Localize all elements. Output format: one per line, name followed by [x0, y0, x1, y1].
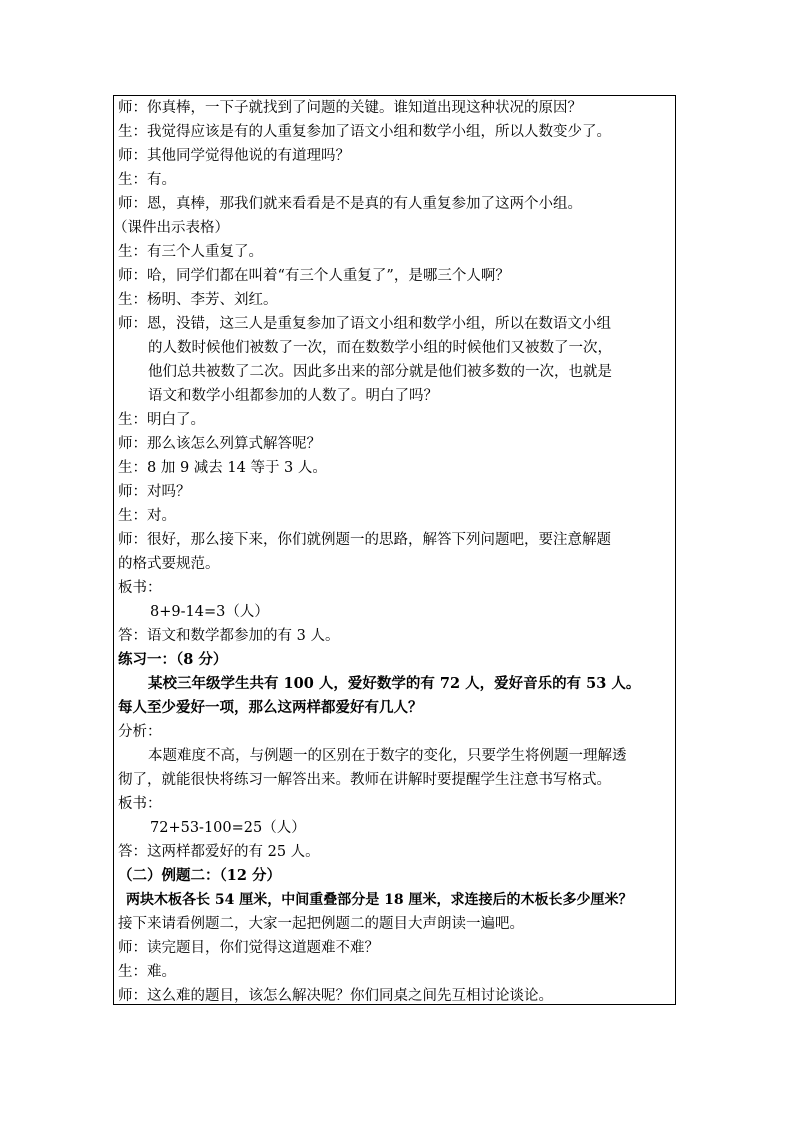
dialogue-line: 接下来请看例题二，大家一起把例题二的题目大声朗读一遍吧。: [118, 916, 524, 932]
example-heading: （二）例题二：（12 分）: [118, 867, 281, 884]
dialogue-line: 师：读完题目，你们觉得这道题难不难？: [118, 940, 379, 956]
answer-line: 答：语文和数学都参加的有 3 人。: [118, 628, 340, 644]
analysis-text: 彻了，就能很快将练习一解答出来。教师在讲解时要提醒学生注意书写格式。: [118, 772, 611, 788]
dialogue-line: 师：你真棒，一下子就找到了问题的关键。谁知道出现这种状况的原因？: [118, 100, 582, 116]
example-question: 两块木板各长 54 厘米，中间重叠部分是 18 厘米，求连接后的木板长多少厘米？: [126, 892, 633, 908]
dialogue-line: 生：8 加 9 减去 14 等于 3 人。: [118, 460, 327, 476]
answer-line: 答：这两样都爱好的有 25 人。: [118, 844, 320, 860]
dialogue-line: 师：很好，那么接下来，你们就例题一的思路，解答下列问题吧，要注意解题: [118, 532, 611, 548]
dialogue-line: 师：那么该怎么列算式解答呢？: [118, 436, 321, 452]
exercise-question: 某校三年级学生共有 100 人，爱好数学的有 72 人，爱好音乐的有 53 人。: [148, 675, 641, 692]
board-formula: 72+53-100=25（人）: [150, 820, 306, 836]
analysis-label: 分析：: [118, 724, 162, 740]
dialogue-line: 师：这么难的题目，该怎么解决呢？你们同桌之间先互相讨论谈论。: [118, 988, 553, 1004]
board-label: 板书：: [118, 580, 162, 596]
dialogue-line: 师：恩，没错，这三人是重复参加了语文小组和数学小组，所以在数语文小组: [118, 316, 611, 332]
dialogue-line: 生：明白了。: [118, 412, 205, 428]
dialogue-line: 生：有。: [118, 172, 176, 188]
exercise-question: 每人至少爱好一项，那么这两样都爱好有几人？: [118, 699, 423, 716]
dialogue-line: 师：对吗？: [118, 484, 191, 500]
dialogue-line: 生：对。: [118, 508, 176, 524]
dialogue-line-continued: 的格式要规范。: [118, 556, 220, 572]
board-label: 板书：: [118, 796, 162, 812]
dialogue-line: 师：其他同学觉得他说的有道理吗？: [118, 148, 350, 164]
stage-note: （课件出示表格）: [113, 220, 229, 236]
exercise-heading: 练习一：（8 分）: [118, 651, 228, 668]
dialogue-line: 生：杨明、李芳、刘红。: [118, 292, 278, 308]
dialogue-line: 师：恩，真棒，那我们就来看看是不是真的有人重复参加了这两个小组。: [118, 196, 582, 212]
dialogue-line-continued: 他们总共被数了二次。因此多出来的部分就是他们被多数的一次，也就是: [148, 364, 612, 380]
board-formula: 8+9-14=3（人）: [150, 604, 269, 620]
dialogue-line-continued: 的人数时候他们被数了一次，而在数数学小组的时候他们又被数了一次，: [148, 340, 612, 356]
dialogue-line: 师：哈，同学们都在叫着“有三个人重复了”，是哪三个人啊？: [118, 268, 510, 284]
analysis-text: 本题难度不高，与例题一的区别在于数字的变化，只要学生将例题一理解透: [148, 748, 627, 764]
dialogue-line: 生：难。: [118, 964, 176, 980]
dialogue-line: 生：我觉得应该是有的人重复参加了语文小组和数学小组，所以人数变少了。: [118, 124, 611, 140]
dialogue-line-continued: 语文和数学小组都参加的人数了。明白了吗？: [148, 388, 438, 404]
dialogue-line: 生：有三个人重复了。: [118, 244, 263, 260]
